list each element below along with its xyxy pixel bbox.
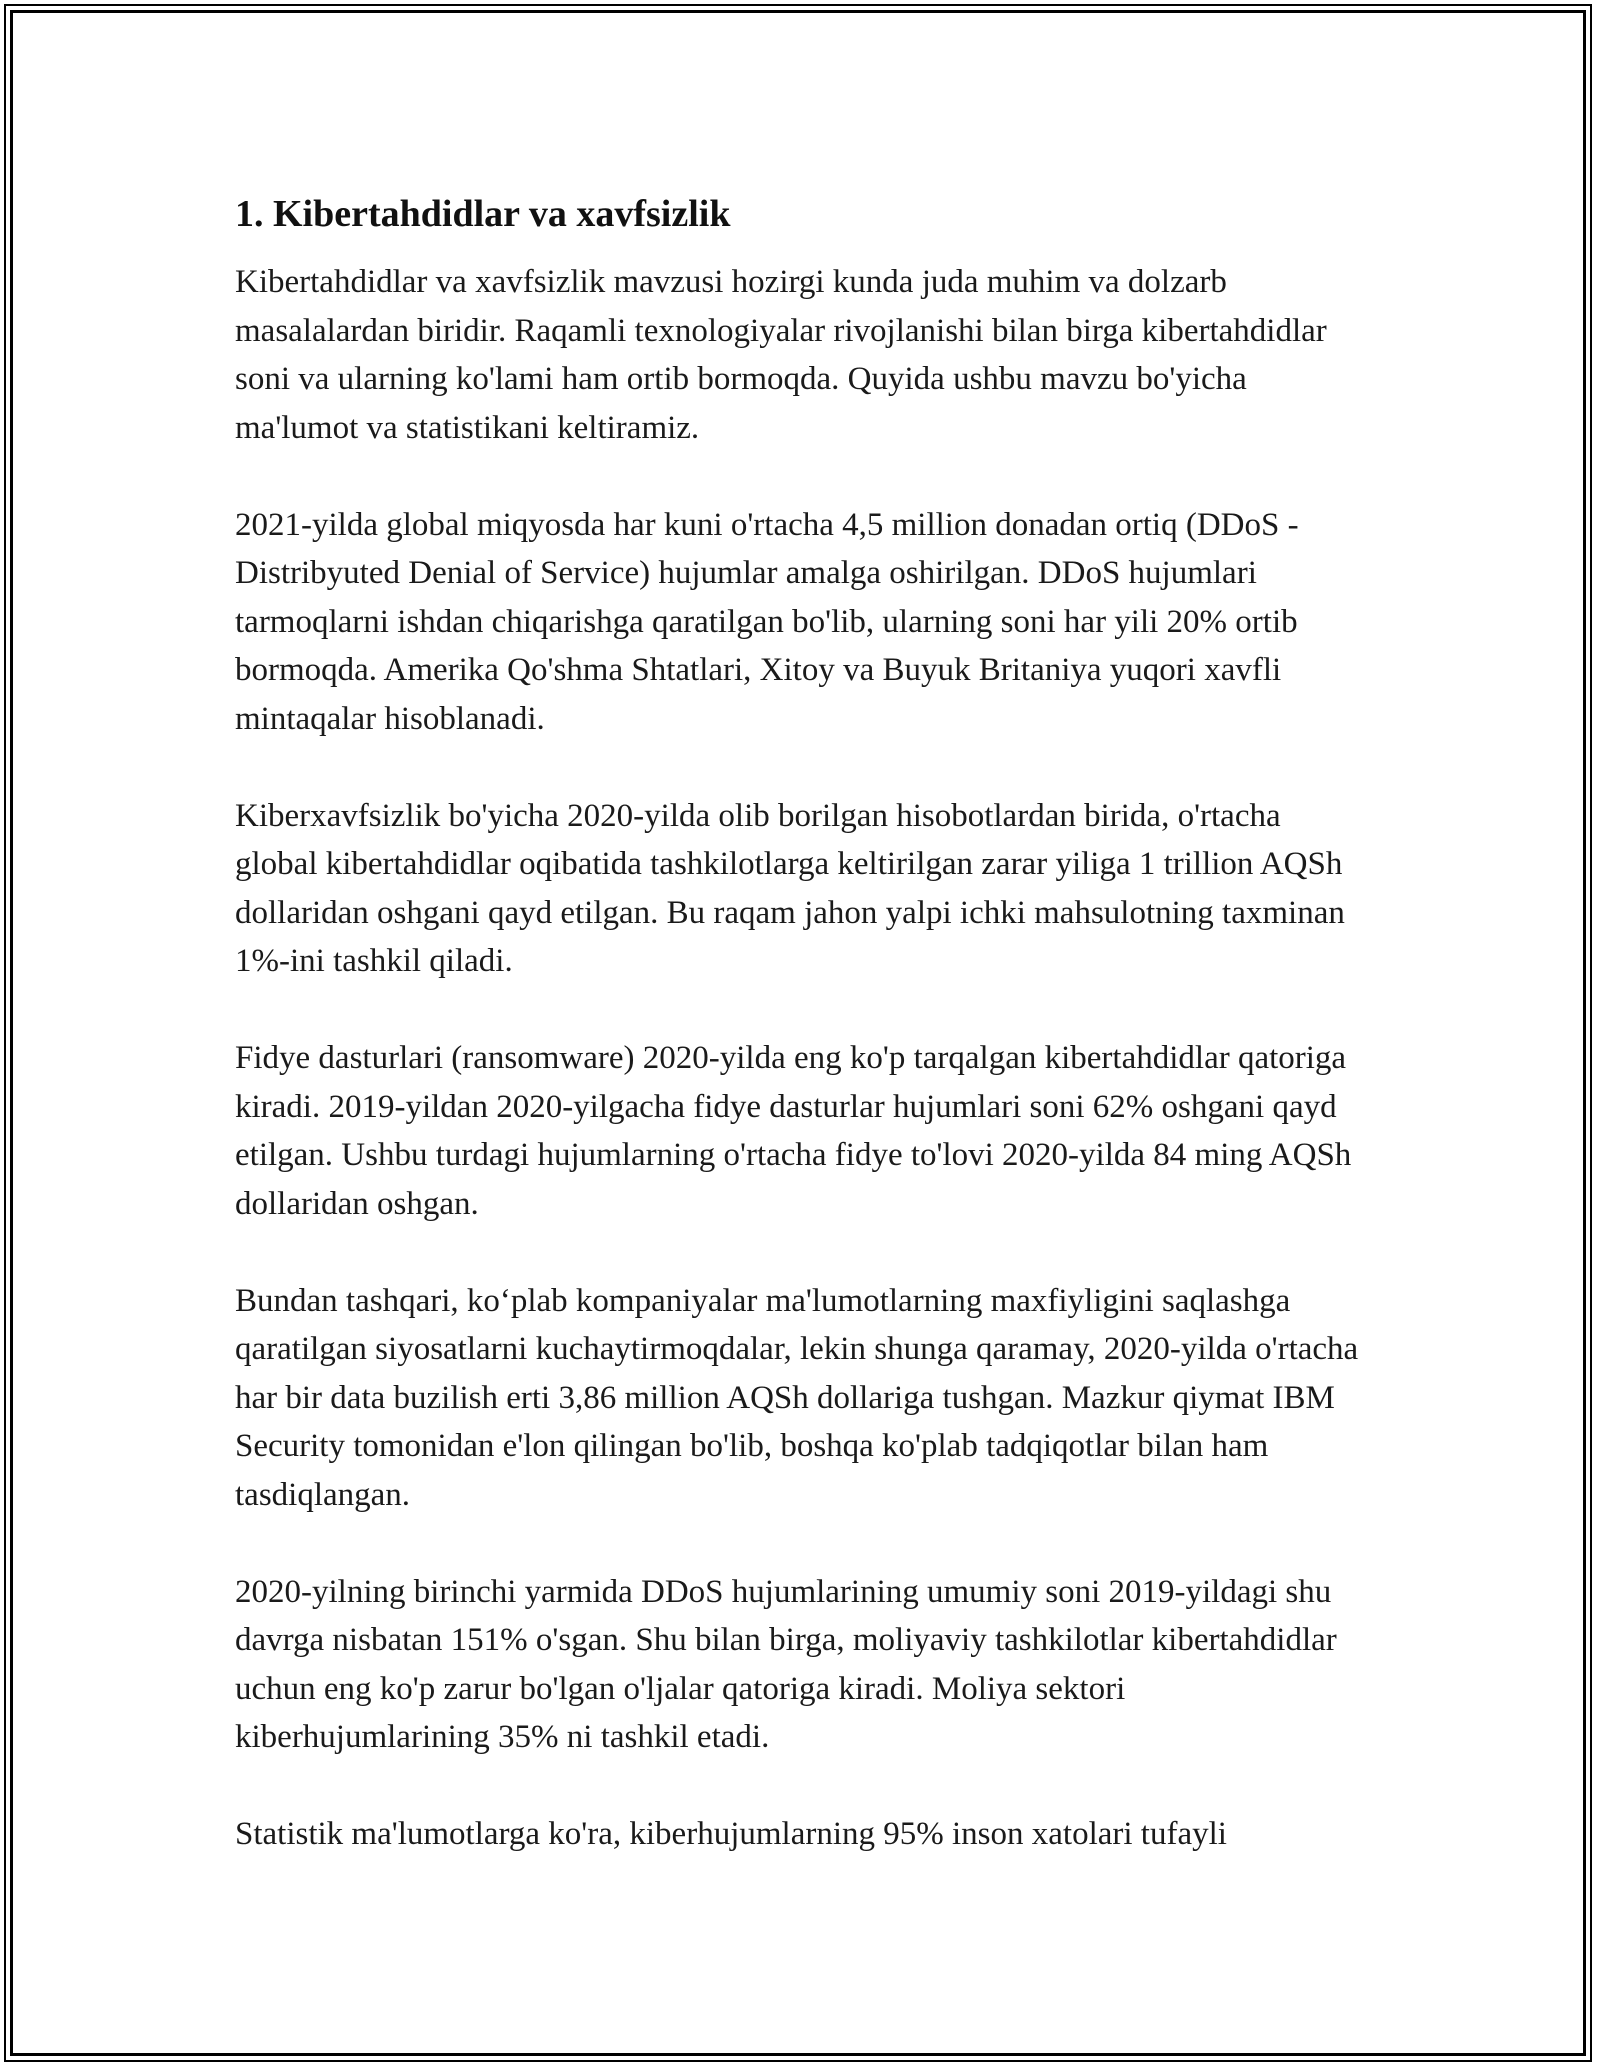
paragraph-data-breach: Bundan tashqari, ko‘plab kompaniyalar ma'lumotlarning maxfiyligini saqlashga qaratilgan siyosatlarni kuchaytirmoqdalar, lekin shunga qaramay, 2020-yilda o'rtacha har bir data buzilish erti 3,86 million AQSh dollariga tushgan. Mazkur qiymat IBM Security tomonidan e'lon qilingan bo'lib, boshqa ko'plab tadqiqotlar bilan ham tasdiqlangan.	[235, 1282, 1359, 1513]
section-heading: 1. Kibertahdidlar va xavfsizlik	[235, 193, 731, 235]
paragraph-ransomware: Fidye dasturlari (ransomware) 2020-yilda eng ko'p tarqalgan kibertahdidlar qatoriga kiradi. 2019-yildan 2020-yilgacha fidye dasturlar hujumlari soni 62% oshgani qayd etilgan. Ushbu turdagi hujumlarning o'rtacha fidye to'lovi 2020-yilda 84 ming AQSh dollaridan oshgan.	[235, 1040, 1352, 1222]
paragraph-damage-2020: Kiberxavfsizlik bo'yicha 2020-yilda olib borilgan hisobotlardan birida, o'rtacha global kibertahdidlar oqibatida tashkilotlarga keltirilgan zarar yiliga 1 trillion AQSh dollaridan oshgani qayd etilgan. Bu raqam jahon yalpi ichki mahsulotning taxminan 1%-ini tashkil qiladi.	[235, 797, 1345, 979]
paragraph-ddos-2020: 2020-yilning birinchi yarmida DDoS hujumlarining umumiy soni 2019-yildagi shu davrga nisbatan 151% o'sgan. Shu bilan birga, moliyaviy tashkilotlar kibertahdidlar uchun eng ko'p zarur bo'lgan o'ljalar qatoriga kiradi. Moliya sektori kiberhujumlarining 35% ni tashkil etadi.	[235, 1573, 1337, 1755]
paragraph-human-error: Statistik ma'lumotlarga ko'ra, kiberhujumlarning 95% inson xatolari tufayli	[235, 1816, 1227, 1852]
paragraph-intro: Kibertahdidlar va xavfsizlik mavzusi hozirgi kunda juda muhim va dolzarb masalalardan biridir. Raqamli texnologiyalar rivojlanishi bilan birga kibertahdidlar soni va ularning ko'lami ham ortib bormoqda. Quyida ushbu mavzu bo'yicha ma'lumot va statistikani keltiramiz.	[235, 264, 1327, 446]
paragraph-ddos-2021: 2021-yilda global miqyosda har kuni o'rtacha 4,5 million donadan ortiq (DDoS - Distribyuted Denial of Service) hujumlar amalga oshirilgan. DDoS hujumlari tarmoqlarni ishdan chiqarishga qaratilgan bo'lib, ularning soni har yili 20% ortib bormoqda. Amerika Qo'shma Shtatlari, Xitoy va Buyuk Britaniya yuqori xavfli mintaqalar hisoblanadi.	[235, 506, 1299, 737]
document-body	[235, 190, 1365, 1907]
